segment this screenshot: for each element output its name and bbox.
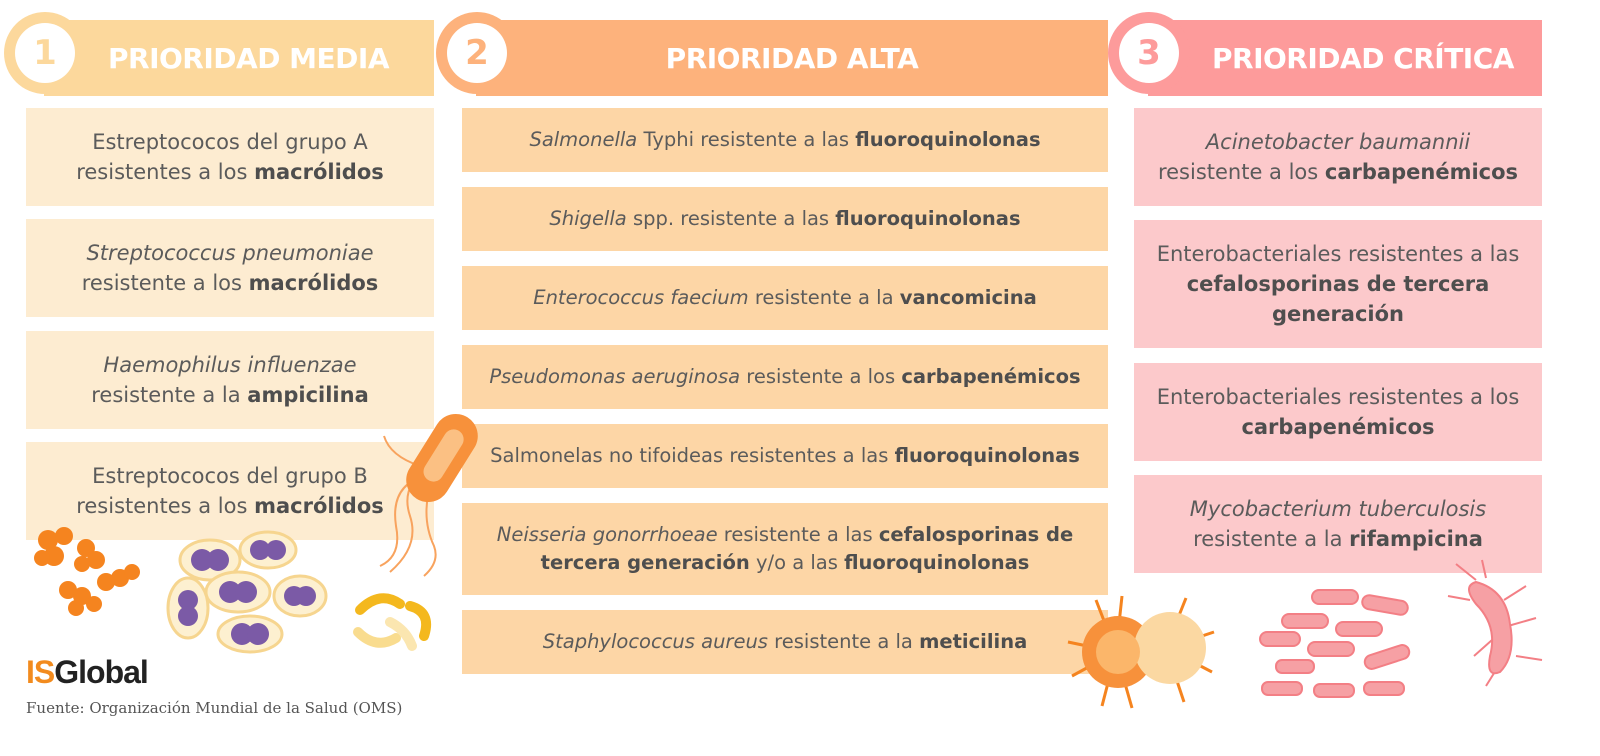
priority-number-badge: 1 (4, 12, 86, 94)
isglobal-logo: ISGlobal (26, 654, 148, 690)
list-item: Estreptococos del grupo A resistentes a los macrólidos (26, 108, 434, 206)
list-item: Staphylococcus aureus resistente a la meticilina (462, 610, 1108, 674)
spiky-coccus-illustration (1066, 592, 1216, 712)
priority-title: PRIORIDAD CRÍTICA (1212, 41, 1514, 75)
diplococci-illustration (160, 530, 330, 654)
list-item: Salmonelas no tifoideas resistentes a las fluoroquinolonas (462, 424, 1108, 488)
list-item: Salmonella Typhi resistente a las fluoroquinolonas (462, 108, 1108, 172)
list-item: Mycobacterium tuberculosis resistente a la rifampicina (1134, 475, 1542, 573)
list-item: Shigella spp. resistente a las fluoroquinolonas (462, 187, 1108, 251)
header-priority-medium (4, 20, 434, 96)
priority-number-badge: 3 (1108, 12, 1190, 94)
list-item: Enterobacteriales resistentes a los carbapenémicos (1134, 363, 1542, 461)
priority-title: PRIORIDAD ALTA (665, 41, 919, 75)
rod-bacteria-illustration (1256, 586, 1426, 698)
list-item: Estreptococos del grupo B resistentes a los macrólidos (26, 442, 434, 540)
list-item: Streptococcus pneumoniae resistente a los macrólidos (26, 219, 434, 317)
list-item: Neisseria gonorrhoeae resistente a las cefalosporinas de tercera generación y/o a las fluoroquinolonas (462, 503, 1108, 595)
list-item: Pseudomonas aeruginosa resistente a los carbapenémicos (462, 345, 1108, 409)
ciliated-rod-illustration (1446, 560, 1546, 688)
source-caption: Fuente: Organización Mundial de la Salud (OMS) (26, 699, 403, 717)
header-priority-high (436, 20, 1108, 96)
list-item: Haemophilus influenzae resistente a la ampicilina (26, 331, 434, 429)
flagellated-bacterium-illustration (380, 396, 504, 576)
list-item: Acinetobacter baumannii resistente a los carbapenémicos (1134, 108, 1542, 206)
list-item: Enterococcus faecium resistente a la vancomicina (462, 266, 1108, 330)
priority-number-badge: 2 (436, 12, 518, 94)
header-priority-critical (1108, 20, 1542, 96)
priority-title: PRIORIDAD MEDIA (108, 41, 390, 75)
curved-rods-illustration (350, 586, 440, 654)
list-item: Enterobacteriales resistentes a las cefalosporinas de tercera generación (1134, 220, 1542, 348)
cocci-cluster-illustration (36, 526, 146, 618)
